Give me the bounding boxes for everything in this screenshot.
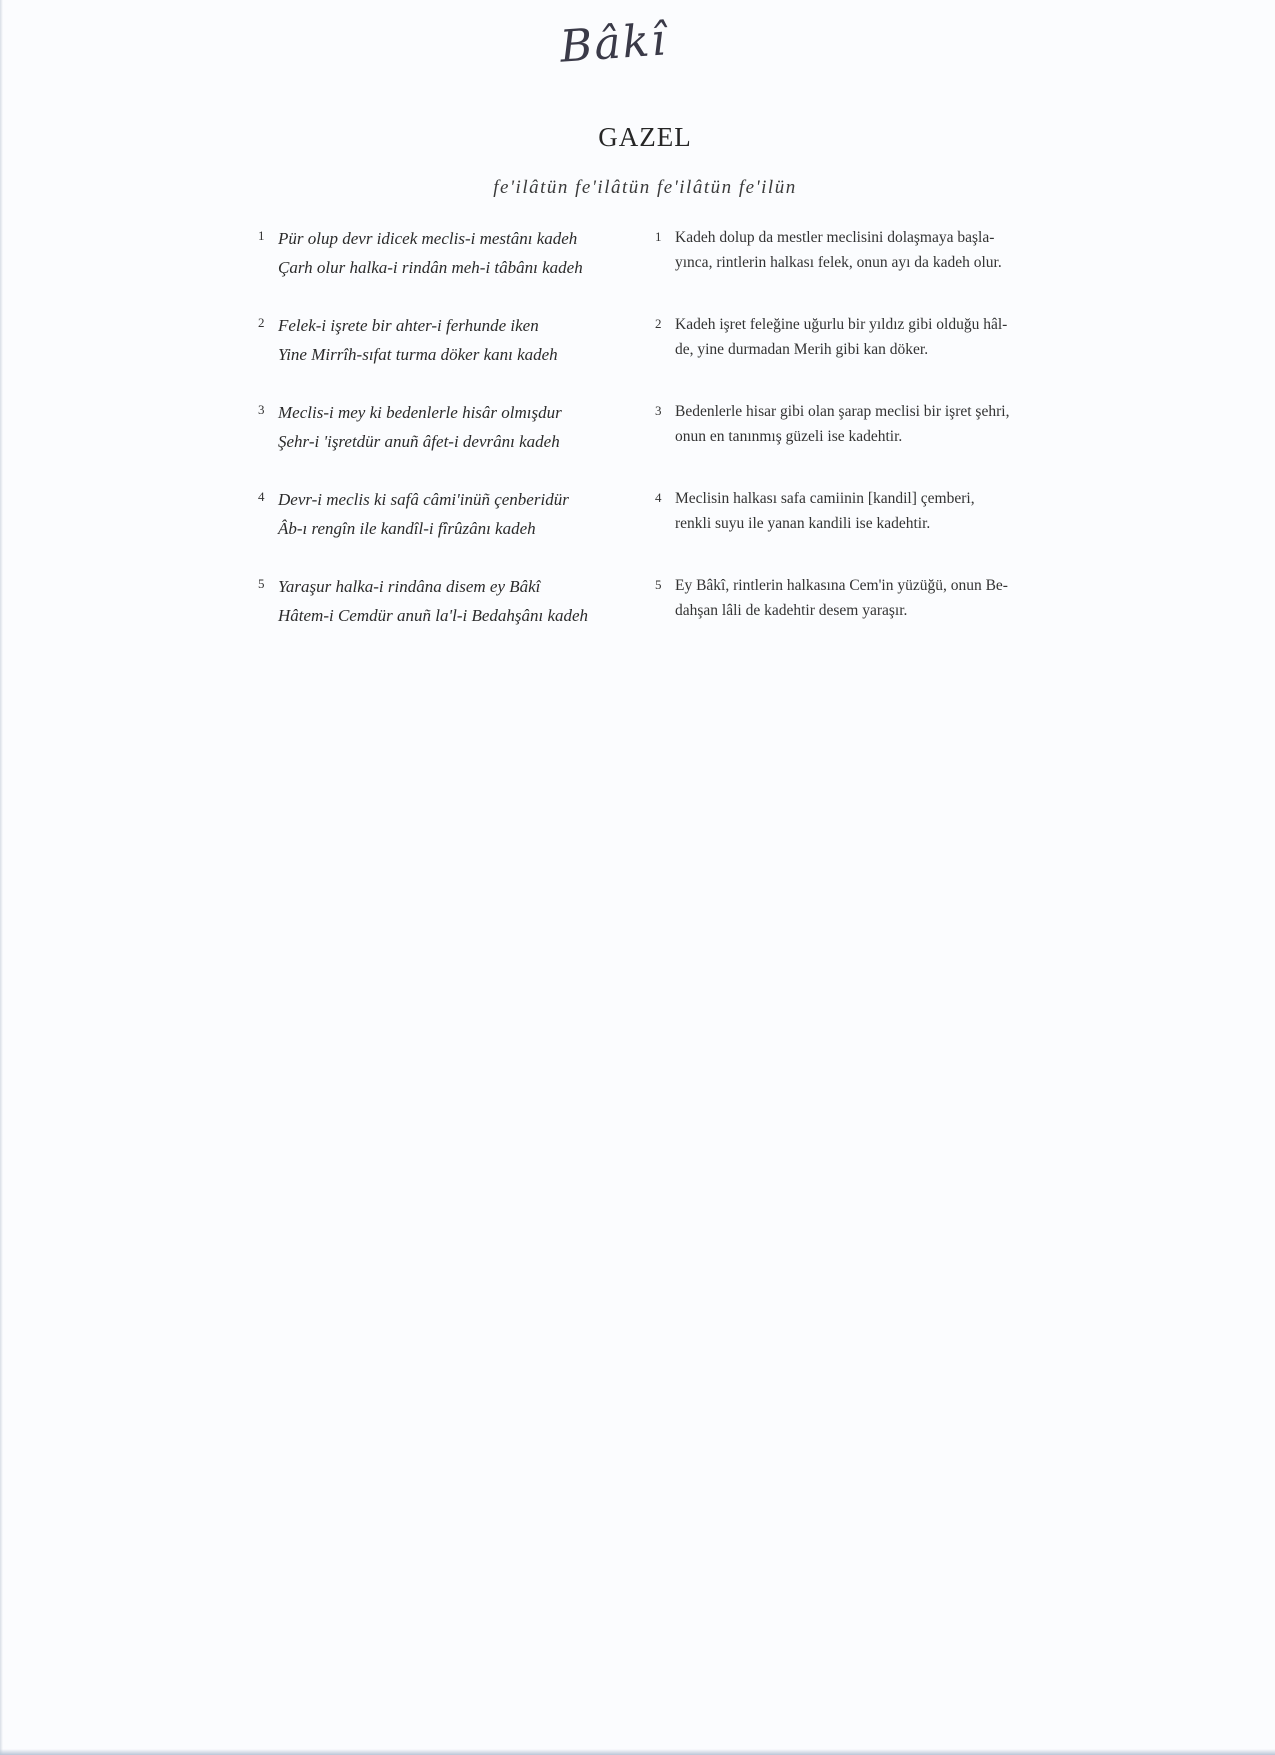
meter-subtitle: fe'ilâtün fe'ilâtün fe'ilâtün fe'ilün: [493, 177, 797, 198]
verse-stanza: [258, 572, 628, 659]
verse-line: Âb-ı rengîn ile kandîl-i fîrûzânı kadeh: [278, 519, 536, 538]
translation-number: 3: [655, 403, 662, 418]
verse-line: Devr-i meclis ki safâ câmi'inüñ çenberidür: [278, 490, 569, 509]
verse-number: 3: [258, 402, 265, 417]
handwritten-author-note: Bâkî: [558, 14, 669, 73]
translation-number: 1: [655, 229, 662, 244]
translation-line: dahşan lâli de kadehtir desem yaraşır.: [675, 602, 908, 619]
verse-text: [278, 311, 558, 369]
verse-text: [278, 485, 569, 543]
translation-text: [675, 486, 1028, 536]
verse-line: Felek-i işrete bir ahter-i ferhunde iken: [278, 316, 539, 335]
verse-number: 5: [258, 576, 265, 591]
translation-line: Ey Bâkî, rintlerin halkasına Cem'in yüzüğü, onun Be-: [675, 577, 1008, 594]
translation-number: 5: [655, 577, 662, 592]
translation-stanza: [655, 399, 1030, 486]
verse-number: 4: [258, 489, 265, 504]
verse-text: [278, 398, 562, 456]
translation-number: 2: [655, 316, 662, 331]
verse-line: Meclis-i mey ki bedenlerle hisâr olmışdur: [278, 403, 562, 422]
verse-stanza: [258, 485, 628, 572]
verse-number: 2: [258, 315, 265, 330]
translation-line: onun en tanınmış güzeli ise kadehtir.: [675, 428, 903, 445]
verse-column: [258, 224, 628, 659]
verse-number: 1: [258, 228, 265, 243]
translation-line: Bedenlerle hisar gibi olan şarap meclisi bir işret şehri,: [675, 403, 1010, 420]
translation-stanza: [655, 312, 1030, 399]
verse-line: Şehr-i 'işretdür anuñ âfet-i devrânı kadeh: [278, 432, 560, 451]
verse-stanza: [258, 398, 628, 485]
translation-line: Kadeh işret feleğine uğurlu bir yıldız gibi olduğu hâl-: [675, 316, 1008, 333]
verse-text: [278, 572, 588, 630]
scan-edge-left: [0, 0, 3, 1755]
translation-text: [675, 312, 1028, 362]
translation-text: [675, 573, 1028, 623]
verse-stanza: [258, 311, 628, 398]
verse-line: Pür olup devr idicek meclis-i mestânı kadeh: [278, 229, 578, 248]
verse-line: Yine Mirrîh-sıfat turma döker kanı kadeh: [278, 345, 558, 364]
verse-line: Çarh olur halka-i rindân meh-i tâbânı kadeh: [278, 258, 583, 277]
verse-line: Hâtem-i Cemdür anuñ la'l-i Bedahşânı kadeh: [278, 606, 589, 625]
verse-line: Yaraşur halka-i rindâna disem ey Bâkî: [278, 577, 541, 596]
translation-column: [655, 225, 1030, 660]
translation-line: de, yine durmadan Merih gibi kan döker.: [675, 341, 929, 358]
verse-text: [278, 224, 583, 282]
translation-stanza: [655, 573, 1030, 660]
translation-text: [675, 399, 1028, 449]
scan-edge-bottom: [0, 1749, 1275, 1755]
translation-line: yınca, rintlerin halkası felek, onun ayı da kadeh olur.: [675, 254, 1002, 271]
translation-number: 4: [655, 490, 662, 505]
verse-stanza: [258, 224, 628, 311]
translation-stanza: [655, 225, 1030, 312]
translation-line: Kadeh dolup da mestler meclisini dolaşmaya başla-: [675, 229, 995, 246]
translation-line: Meclisin halkası safa camiinin [kandil] çemberi,: [675, 490, 975, 507]
translation-text: [675, 225, 1028, 275]
page-title: GAZEL: [598, 122, 692, 152]
translation-stanza: [655, 486, 1030, 573]
translation-line: renkli suyu ile yanan kandili ise kadehtir.: [675, 515, 931, 532]
